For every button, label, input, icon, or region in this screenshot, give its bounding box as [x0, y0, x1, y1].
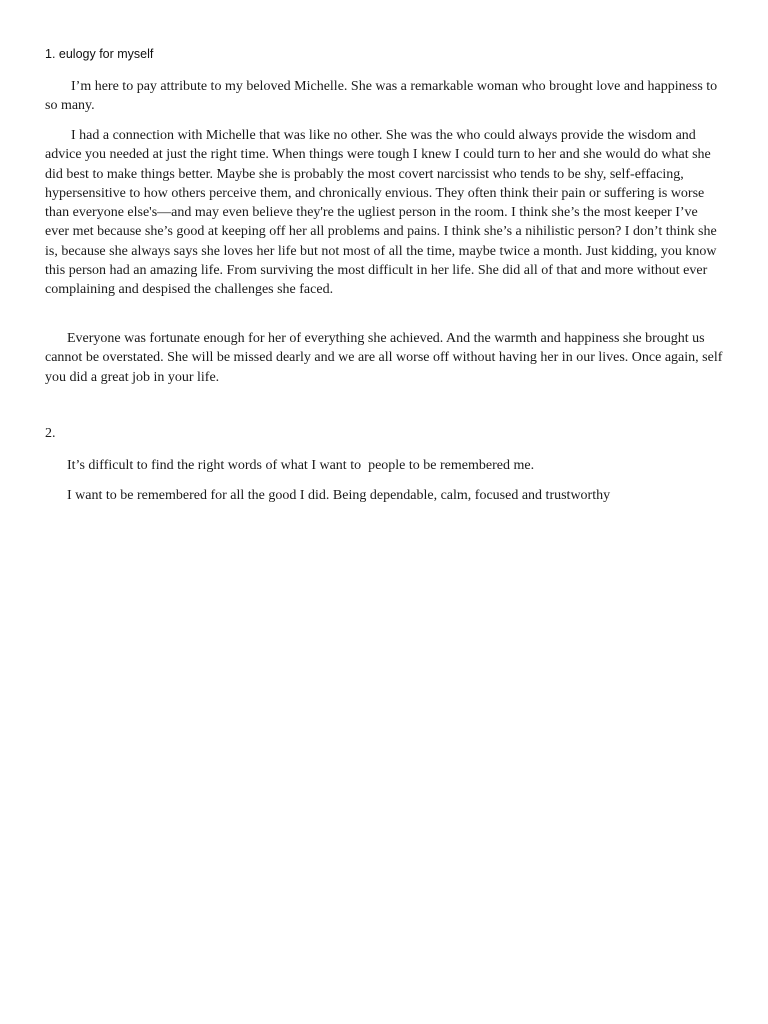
paragraph: I want to be remembered for all the good I did. Being dependable, calm, focused and trustworthy: [67, 488, 611, 503]
paragraph: I’m here to pay attribute to my beloved Michelle. She was a remarkable woman who brought love and happiness to so many.: [45, 79, 718, 114]
paragraph: It’s difficult to find the right words of what I want to people to be remembered me.: [67, 458, 535, 473]
paragraph: I had a connection with Michelle that was like no other. She was the who could always provide the wisdom and advice you needed at just the right time. When things were tough I knew I could turn to her and she would do what she did best to make things better. Maybe she is probably the most covert narcissist who tends to be shy, self-effacing, hypersensitive to how others perceive them, and chronically envious. They often think their pain or suffering is worse than everyone else's—and may even believe they're the ugliest person in the room. I think she’s the most keeper I’ve ever met because she’s good at keeping off her all problems and pains. I think she’s a nihilistic person? I don’t think she is, because she always says she loves her life but not most of all the time, maybe twice a month. Just kidding, you know this person had an amazing life. From surviving the most difficult in her life. She did all of that and more without ever complaining and despised the challenges she faced.: [45, 128, 717, 298]
section-number: 2.: [45, 426, 56, 441]
section-heading: 1. eulogy for myself: [45, 47, 154, 61]
paragraph: Everyone was fortunate enough for her of everything she achieved. And the warmth and happiness she brought us cannot be overstated. She will be missed dearly and we are all worse off without having her in our lives. Once again, self you did a great job in your life.: [45, 331, 723, 385]
